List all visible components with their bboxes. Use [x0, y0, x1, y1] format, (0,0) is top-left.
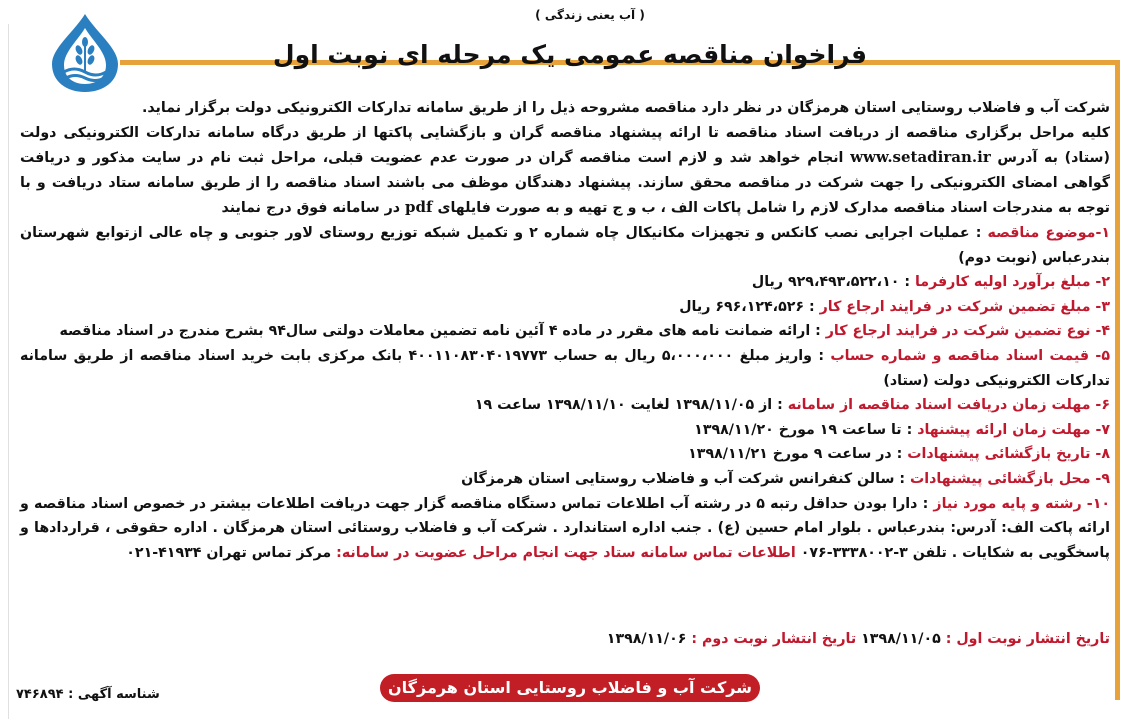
item-3-label: ۳- مبلغ تضمین شرکت در فرایند ارجاع کار — [819, 298, 1110, 315]
item-1-text: عملیات اجرایی نصب کانکس و تجهیزات مکانیکال چاه شماره ۲ و تکمیل شبکه توزیع روستای لاور جنوبی و چاه عالی ازتوابع شهرستان بندرعباس (نوبت دوم) — [20, 224, 1110, 266]
list-item: ۱۰- رشته و پایه مورد نیاز : دارا بودن حداقل رتبه ۵ در رشته آب اطلاعات تماس دستگاه مناقصه گزار جهت دریافت اطلاعات بیشتر در خصوص اسناد مناقصه و ارائه پاکت الف: آدرس: بندرعباس . بلوار امام حسین (ع) . جنب اداره استاندارد . شرکت آب و فاضلاب روستائی استان هرمزگان . اداره حقوقی ، قراردادها و پاسخگویی به شکایات . تلفن ۳-۳۳۳۸۰۰۲-۰۷۶ اطلاعات تماس سامانه ستاد جهت انجام مراحل عضویت در سامانه: مرکز تماس تهران ۴۱۹۳۴-۰۲۱ — [20, 495, 1111, 561]
water-company-logo-icon — [44, 12, 126, 94]
page-title: فراخوان مناقصه عمومی یک مرحله ای نوبت اول — [272, 40, 868, 69]
announcement-body — [20, 96, 1110, 565]
item-4-label: ۴- نوع تضمین شرکت در فرایند ارجاع کار — [825, 323, 1110, 340]
item-5-label: ۵- قیمت اسناد مناقصه و شماره حساب — [830, 347, 1110, 364]
item-2-text: ۹۲۹،۴۹۳،۵۲۲،۱۰ ریال — [751, 274, 900, 291]
intro-text-3: انجام خواهد شد و لازم است مناقصه گران در صورت عدم عضویت قبلی، مراحل ثبت نام در سایت مذکور و دریافت گواهی امضای الکترونیکی را جهت شرکت در مناقصه محقق سازند. پیشنهاد دهندگان موظف می باشند اسناد مناقصه را از طریق سامانه ستاد دریافت و با توجه به مندرجات اسناد مناقصه مدارک لازم را شامل پاکات الف ، ب و ج تهیه و به صورت فایلهای — [20, 150, 1110, 217]
list-item: ۲- مبلغ برآورد اولیه کارفرما : ۹۲۹،۴۹۳،۵۲۲،۱۰ ریال — [751, 274, 1110, 291]
setad-website-link[interactable]: www.setadiran.ir — [850, 148, 991, 167]
item-6-label: ۶- مهلت زمان دریافت اسناد مناقصه از سامانه — [787, 397, 1110, 414]
pdf-format-text: pdf — [405, 198, 433, 217]
left-border-line — [8, 24, 9, 719]
item-4-text: ارائه ضمانت نامه های مقرر در ماده ۴ آئین نامه تضمین معاملات دولتی سال۹۴ بشرح مندرج در اسناد مناقصه — [59, 323, 811, 340]
item-7-text: تا ساعت ۱۹ مورخ ۱۳۹۸/۱۱/۲۰ — [694, 421, 902, 438]
list-item: ۱-موضوع مناقصه : عملیات اجرایی نصب کانکس و تجهیزات مکانیکال چاه شماره ۲ و تکمیل شبکه توزیع روستای لاور جنوبی و چاه عالی ازتوابع شهرستان بندرعباس (نوبت دوم) — [20, 224, 1110, 266]
item-10-label: ۱۰- رشته و پایه مورد نیاز — [933, 495, 1111, 512]
intro-paragraph — [20, 121, 1110, 221]
item-2-label: ۲- مبلغ برآورد اولیه کارفرما — [914, 274, 1110, 291]
second-publication-date: ۱۳۹۸/۱۱/۰۶ — [606, 631, 687, 647]
list-item: ۸- تاریخ بازگشائی پیشنهادات : در ساعت ۹ مورخ ۱۳۹۸/۱۱/۲۱ — [688, 446, 1110, 463]
item-5-text: واریز مبلغ ۵،۰۰۰،۰۰۰ ریال به حساب ۴۰۰۱۱۰۸۳۰۴۰۱۹۷۷۳ بانک مرکزی بابت خرید اسناد مناقصه از طریق سامانه تدارکات الکترونیکی دولت (ستاد) — [20, 347, 1110, 389]
item-9-label: ۹- محل بازگشائی پیشنهادات — [909, 470, 1110, 487]
list-item: ۶- مهلت زمان دریافت اسناد مناقصه از سامانه : از ۱۳۹۸/۱۱/۰۵ لغایت ۱۳۹۸/۱۱/۱۰ ساعت ۱۹ — [474, 397, 1110, 414]
company-banner: شرکت آب و فاضلاب روستایی استان هرمزگان — [380, 674, 760, 702]
list-item: ۴- نوع تضمین شرکت در فرایند ارجاع کار : ارائه ضمانت نامه های مقرر در ماده ۴ آئین نامه تضمین معاملات دولتی سال۹۴ بشرح مندرج در اسناد مناقصه — [59, 323, 1110, 340]
item-6-text: از ۱۳۹۸/۱۱/۰۵ لغایت ۱۳۹۸/۱۱/۱۰ ساعت ۱۹ — [474, 397, 773, 414]
item-8-text: در ساعت ۹ مورخ ۱۳۹۸/۱۱/۲۱ — [688, 446, 892, 463]
item-7-label: ۷- مهلت زمان ارائه پیشنهاد — [917, 421, 1110, 438]
list-item: ۵- قیمت اسناد مناقصه و شماره حساب : واریز مبلغ ۵،۰۰۰،۰۰۰ ریال به حساب ۴۰۰۱۱۰۸۳۰۴۰۱۹۷۷۳ بانک مرکزی بابت خرید اسناد مناقصه از طریق سامانه تدارکات الکترونیکی دولت (ستاد) — [20, 347, 1110, 389]
slogan: ( آب یعنی زندگی ) — [535, 8, 645, 22]
item-10-text: دارا بودن حداقل رتبه ۵ در رشته آب اطلاعات تماس دستگاه مناقصه گزار جهت دریافت اطلاعات بیشتر در خصوص اسناد مناقصه و ارائه پاکت الف: آدرس: بندرعباس . بلوار امام حسین (ع) . جنب اداره استاندارد . شرکت آب و فاضلاب روستائی استان هرمزگان . اداره حقوقی ، قراردادها و پاسخگویی به شکایات . تلفن ۳-۳۳۳۸۰۰۲-۰۷۶ — [20, 495, 1110, 561]
item-9-text: سالن کنفرانس شرکت آب و فاضلاب روستایی استان هرمزگان — [461, 470, 895, 487]
list-item: ۹- محل بازگشائی پیشنهادات : سالن کنفرانس شرکت آب و فاضلاب روستایی استان هرمزگان — [461, 470, 1110, 487]
intro-text-4: در سامانه فوق درج نمایند — [221, 200, 401, 217]
item-8-label: ۸- تاریخ بازگشائی پیشنهادات — [907, 446, 1110, 463]
orange-frame-right — [1115, 60, 1120, 700]
ad-id: شناسه آگهی : ۷۴۶۸۹۴ — [16, 687, 160, 702]
publication-dates — [20, 631, 1110, 647]
first-publication-date: ۱۳۹۸/۱۱/۰۵ — [861, 631, 941, 647]
second-publication-label: تاریخ انتشار نوبت دوم : — [691, 631, 857, 647]
intro-line-1: شرکت آب و فاضلاب روستایی استان هرمزگان در نظر دارد مناقصه مشروحه ذیل را از طریق سامانه تدارکات الکترونیکی دولت برگزار نماید. — [141, 100, 1110, 116]
contact-text: مرکز تماس تهران ۴۱۹۳۴-۰۲۱ — [126, 544, 332, 561]
list-item: ۳- مبلغ تضمین شرکت در فرایند ارجاع کار : ۶۹۶،۱۲۴،۵۲۶ ریال — [679, 298, 1110, 315]
list-item: ۷- مهلت زمان ارائه پیشنهاد : تا ساعت ۱۹ مورخ ۱۳۹۸/۱۱/۲۰ — [694, 421, 1110, 438]
item-3-text: ۶۹۶،۱۲۴،۵۲۶ ریال — [679, 298, 805, 315]
item-1-label: ۱-موضوع مناقصه — [987, 224, 1110, 241]
contact-label: اطلاعات تماس سامانه ستاد جهت انجام مراحل عضویت در سامانه: — [336, 544, 796, 561]
intro-text-2: کلیه مراحل برگزاری مناقصه از دریافت اسناد مناقصه تا ارائه پیشنهاد مناقصه گران و بازگشایی پاکتها از طریق درگاه سامانه تدارکات الکترونیکی دولت (ستاد) به آدرس — [20, 124, 1110, 167]
first-publication-label: تاریخ انتشار نوبت اول : — [945, 631, 1110, 647]
